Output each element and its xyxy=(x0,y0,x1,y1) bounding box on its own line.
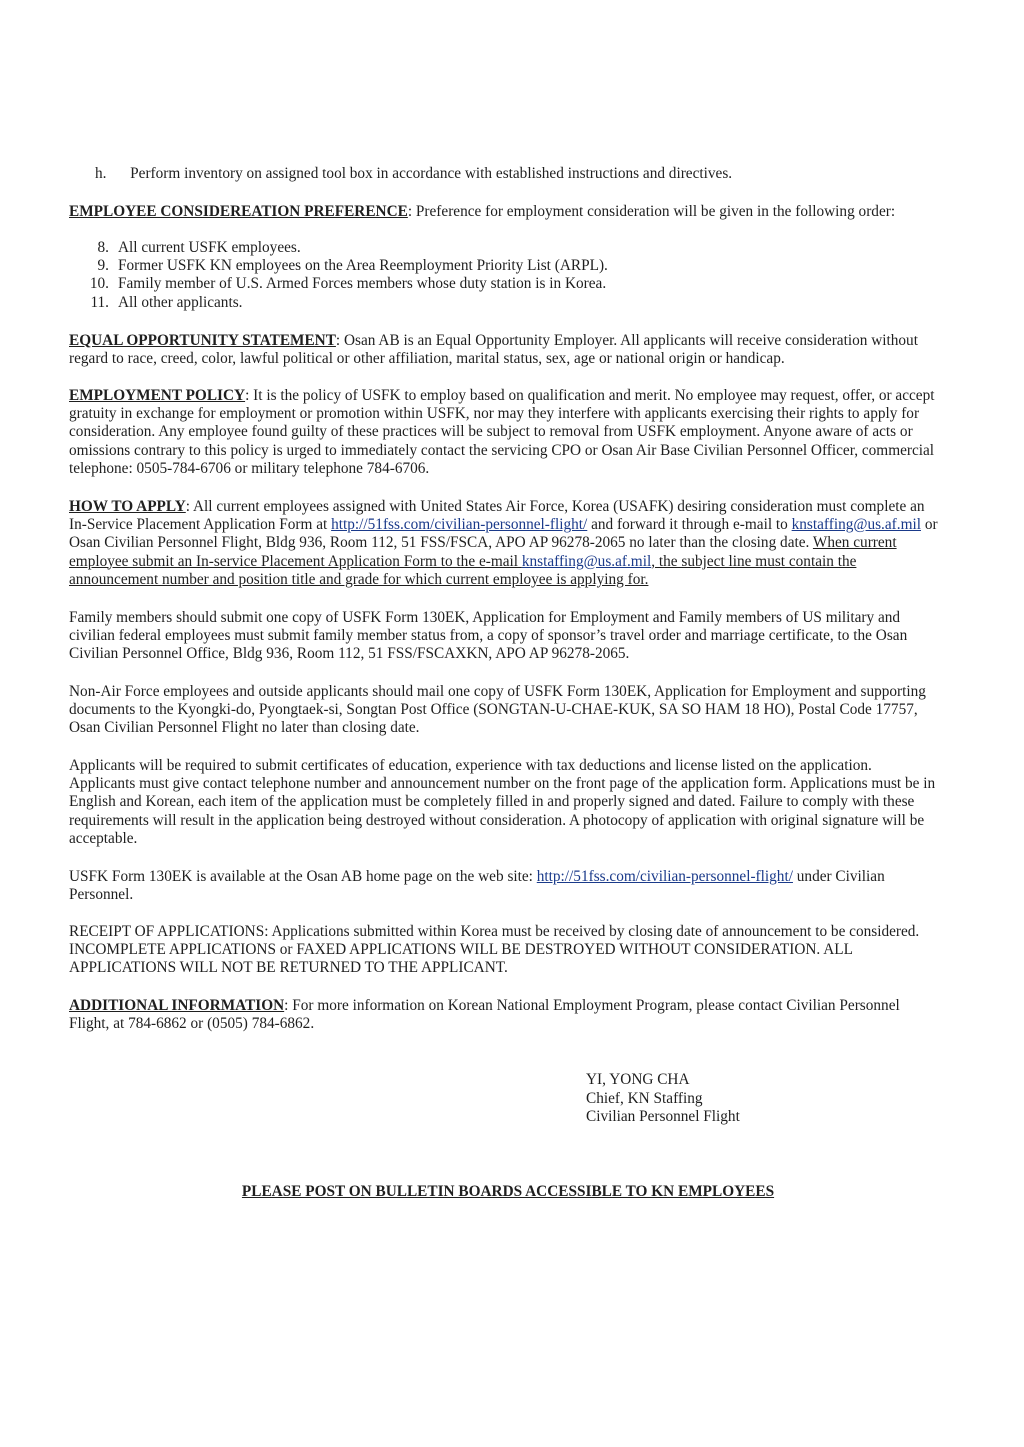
equal-opportunity-heading: EQUAL OPPORTUNITY STATEMENT xyxy=(69,332,336,349)
list-item xyxy=(69,257,939,275)
equal-opportunity-text: : Osan AB is an Equal Opportunity Employer. All applicants will receive consideration without regard to race, creed, color, lawful political or other affiliation, marital status, sex, age or national origin or handicap. xyxy=(69,332,918,368)
how-to-apply-text: and forward it through e-mail to xyxy=(587,516,792,534)
additional-info-heading: ADDITIONAL INFORMATION xyxy=(69,997,285,1014)
how-to-apply-text: or Osan Civilian Personnel Flight, Bldg 936, Room 112, 51 FSS/FSCA, APO AP 96278-2065 no later than the closing date. xyxy=(69,516,938,552)
list-item-number: 10. xyxy=(89,275,109,293)
list-item xyxy=(69,275,939,293)
form-availability-text: USFK Form 130EK is available at the Osan AB home page on the web site: xyxy=(69,868,537,885)
form-website-link[interactable]: http://51fss.com/civilian-personnel-flight/ xyxy=(536,868,793,885)
preference-heading: EMPLOYEE CONSIDEREATION PREFERENCE xyxy=(69,203,408,220)
item-h xyxy=(95,165,935,183)
list-item-text: Family member of U.S. Armed Forces members whose duty station is in Korea. xyxy=(118,275,607,293)
form-availability-paragraph xyxy=(69,868,939,904)
employment-policy-heading: EMPLOYMENT POLICY xyxy=(69,387,246,404)
application-form-link[interactable]: http://51fss.com/civilian-personnel-flight/ xyxy=(331,516,588,534)
additional-info-paragraph xyxy=(69,997,939,1033)
receipt-paragraph: RECEIPT OF APPLICATIONS: Applications submitted within Korea must be received by closing date of announcement to be considered. INCOMPLETE APPLICATIONS or FAXED APPLICATIONS WILL BE DESTROYED WITHOUT CONSIDERATION. ALL APPLICATIONS WILL NOT BE RETURNED TO THE APPLICANT. xyxy=(69,923,920,977)
signer-office: Civilian Personnel Flight xyxy=(586,1108,740,1126)
item-h-text: Perform inventory on assigned tool box in accordance with established instructions and directives. xyxy=(130,165,733,182)
list-item-number: 9. xyxy=(97,257,109,275)
signer-name: YI, YONG CHA xyxy=(586,1071,690,1088)
list-item-number: 8. xyxy=(97,239,109,256)
staffing-email-link-2[interactable]: knstaffing@us.af.mil xyxy=(521,552,652,570)
certificates-paragraph: Applicants will be required to submit certificates of education, experience with tax deductions and license listed on the application. Applicants must give contact telephone number and announcement number on the front page of the application form. Applications must be in English and Korean, each item of the application must be completely filled in and properly signed and dated. Failure to comply with these requirements will result in the application being destroyed without consideration. A photocopy of application with original signature will be acceptable. xyxy=(69,757,936,847)
family-members-paragraph: Family members should submit one copy of USFK Form 130EK, Application for Employment and Family members of US military and civilian federal employees must submit family member status from, a copy of sponsor’s travel order and marriage certificate, to the Osan Civilian Personnel Office, Bldg 936, Room 112, 51 FSS/FSCAXKN, APO AP 96278-2065. xyxy=(69,609,908,663)
staffing-email-link[interactable]: knstaffing@us.af.mil xyxy=(791,516,921,534)
employment-policy-paragraph xyxy=(69,387,939,478)
item-h-marker: h. xyxy=(95,165,107,182)
signature-block xyxy=(586,1071,740,1127)
subject-line-instruction: When current employee submit an In-service Placement Application Form to the e-mail xyxy=(69,534,897,570)
signer-title: Chief, KN Staffing xyxy=(586,1089,703,1107)
form-availability-text: under Civilian Personnel. xyxy=(69,868,885,904)
how-to-apply-paragraph xyxy=(69,498,939,589)
preference-paragraph xyxy=(69,203,939,221)
equal-opportunity-paragraph xyxy=(69,332,939,368)
employment-policy-text: : It is the policy of USFK to employ based on qualification and merit. No employee may request, offer, or accept gratuity in exchange for employment or promotion within USFK, nor may they interfere with applicants exercising their rights to apply for consideration. Any employee found guilty of these practices will be subject to removal from USFK employment. Anyone aware of acts or omissions contrary to this policy is urged to immediately contact the servicing CPO or Osan Air Base Civilian Personnel Officer, commercial telephone: 0505-784-6706 or military telephone 784-6706. xyxy=(69,387,935,477)
bulletin-board-notice: PLEASE POST ON BULLETIN BOARDS ACCESSIBLE TO KN EMPLOYEES xyxy=(241,1183,775,1200)
how-to-apply-heading: HOW TO APPLY xyxy=(69,498,186,515)
list-item-text: All current USFK employees. xyxy=(118,239,301,256)
subject-line-instruction: , the subject line must contain the announcement number and position title and grade for which current employee is applying for. xyxy=(69,552,857,588)
list-item-text: Former USFK KN employees on the Area Reemployment Priority List (ARPL). xyxy=(118,257,608,275)
preference-list xyxy=(69,239,939,312)
list-item-text: All other applicants. xyxy=(118,293,243,311)
preference-intro: : Preference for employment consideration will be given in the following order: xyxy=(407,203,896,220)
non-air-force-paragraph: Non-Air Force employees and outside applicants should mail one copy of USFK Form 130EK, Application for Employment and supporting documents to the Kyongki-do, Pyongtaek-si, Songtan Post Office (SONGTAN-U-CHAE-KUK, SA SO HAM 18 HO), Postal Code 17757, Osan Civilian Personnel Flight no later than closing date. xyxy=(69,683,926,737)
list-item xyxy=(69,294,939,312)
additional-info-text: : For more information on Korean National Employment Program, please contact Civilian Personnel Flight, at 784-6862 or (0505) 784-6862. xyxy=(69,997,900,1033)
list-item xyxy=(69,239,939,257)
list-item-number: 11. xyxy=(90,293,109,311)
how-to-apply-text: : All current employees assigned with United States Air Force, Korea (USAFK) desiring consideration must complete an In-Service Placement Application Form at xyxy=(69,498,925,534)
